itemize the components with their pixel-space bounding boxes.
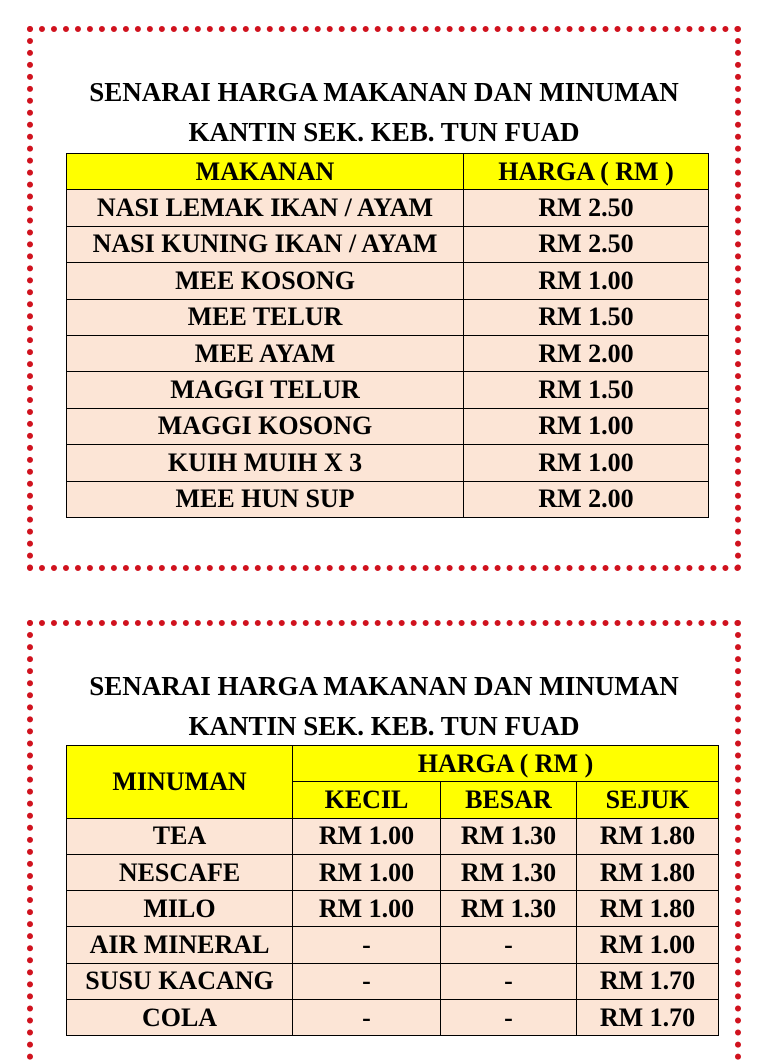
table-row (67, 818, 719, 854)
table-row (67, 854, 719, 890)
drink-price-small: RM 1.00 (293, 854, 441, 890)
food-item-name: NASI KUNING IKAN / AYAM (67, 226, 464, 262)
drink-price-cold: RM 1.80 (577, 818, 719, 854)
drink-price-cold: RM 1.00 (577, 927, 719, 963)
column-header-besar: BESAR (441, 782, 577, 818)
food-item-price: RM 1.00 (464, 445, 709, 481)
drink-item-name: SUSU KACANG (67, 963, 293, 999)
drink-price-large: - (441, 963, 577, 999)
table-row (67, 481, 709, 517)
food-item-name: MAGGI TELUR (67, 372, 464, 408)
table-row (67, 372, 709, 408)
food-item-price: RM 2.00 (464, 335, 709, 371)
table-row (67, 445, 709, 481)
table-row (67, 335, 709, 371)
food-item-price: RM 1.50 (464, 372, 709, 408)
table-row (67, 226, 709, 262)
food-card-title: SENARAI HARGA MAKANAN DAN MINUMAN (89, 77, 679, 107)
food-item-name: MEE AYAM (67, 335, 464, 371)
food-item-name: MAGGI KOSONG (67, 408, 464, 444)
drink-price-card (27, 620, 741, 1060)
drink-price-small: RM 1.00 (293, 891, 441, 927)
food-card-subtitle: KANTIN SEK. KEB. TUN FUAD (188, 117, 580, 147)
drink-price-large: RM 1.30 (441, 818, 577, 854)
drink-price-large: - (441, 1000, 577, 1036)
drink-price-cold: RM 1.70 (577, 963, 719, 999)
drink-price-large: - (441, 927, 577, 963)
table-row (67, 1000, 719, 1036)
drink-card-title: SENARAI HARGA MAKANAN DAN MINUMAN (89, 671, 679, 701)
drink-item-name: AIR MINERAL (67, 927, 293, 963)
drink-item-name: TEA (67, 818, 293, 854)
food-item-name: KUIH MUIH X 3 (67, 445, 464, 481)
drink-price-table (66, 745, 719, 1036)
column-header-minuman: MINUMAN (67, 746, 293, 819)
food-item-name: NASI LEMAK IKAN / AYAM (67, 190, 464, 226)
food-item-price: RM 1.00 (464, 263, 709, 299)
column-header-sejuk: SEJUK (577, 782, 719, 818)
food-item-price: RM 2.50 (464, 190, 709, 226)
food-item-price: RM 2.50 (464, 226, 709, 262)
food-item-price: RM 2.00 (464, 481, 709, 517)
drink-price-small: - (293, 963, 441, 999)
drink-card-subtitle: KANTIN SEK. KEB. TUN FUAD (188, 711, 580, 741)
table-header-row (67, 746, 719, 782)
table-row (67, 263, 709, 299)
food-item-name: MEE KOSONG (67, 263, 464, 299)
food-price-table (66, 153, 709, 518)
food-item-name: MEE TELUR (67, 299, 464, 335)
table-row (67, 408, 709, 444)
food-item-price: RM 1.50 (464, 299, 709, 335)
drink-item-name: NESCAFE (67, 854, 293, 890)
table-row (67, 190, 709, 226)
column-header-kecil: KECIL (293, 782, 441, 818)
drink-price-small: - (293, 927, 441, 963)
drink-price-cold: RM 1.80 (577, 891, 719, 927)
drink-price-small: RM 1.00 (293, 818, 441, 854)
drink-price-large: RM 1.30 (441, 854, 577, 890)
drink-price-large: RM 1.30 (441, 891, 577, 927)
column-header-harga: HARGA ( RM ) (464, 154, 709, 190)
drink-item-name: COLA (67, 1000, 293, 1036)
food-item-name: MEE HUN SUP (67, 481, 464, 517)
table-row (67, 891, 719, 927)
drink-price-small: - (293, 1000, 441, 1036)
table-header-row (67, 154, 709, 190)
drink-price-cold: RM 1.80 (577, 854, 719, 890)
table-row (67, 927, 719, 963)
table-row (67, 299, 709, 335)
column-header-makanan: MAKANAN (67, 154, 464, 190)
table-row (67, 963, 719, 999)
drink-item-name: MILO (67, 891, 293, 927)
column-group-header-harga: HARGA ( RM ) (293, 746, 719, 782)
drink-price-cold: RM 1.70 (577, 1000, 719, 1036)
food-price-card (27, 26, 741, 571)
food-item-price: RM 1.00 (464, 408, 709, 444)
